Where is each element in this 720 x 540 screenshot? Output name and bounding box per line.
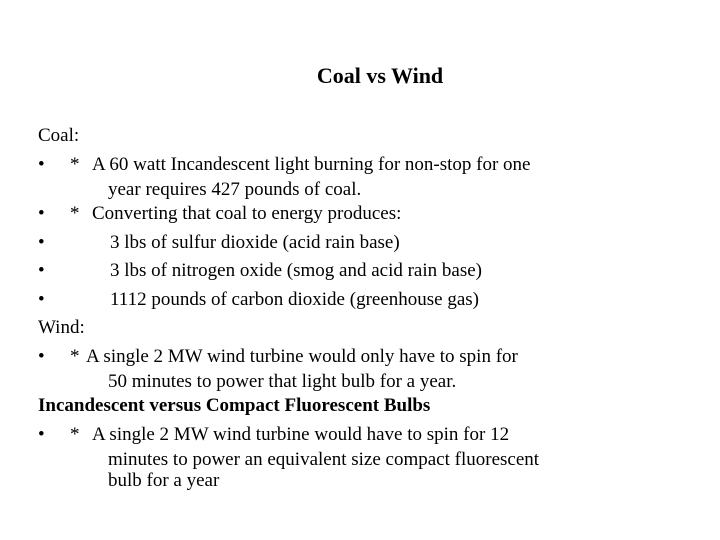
bulbs-item-continuation: minutes to power an equivalent size compact fluorescent [108,449,540,470]
coal-output-text: 3 lbs of sulfur dioxide (acid rain base) [110,231,400,253]
bullet-glyph: • [38,345,45,367]
asterisk-marker: * [70,423,80,445]
coal-output-text: 1112 pounds of carbon dioxide (greenhouse gas) [110,288,479,310]
bullet-glyph: • [38,288,45,310]
bullet-glyph: • [38,203,45,224]
asterisk-marker: * [70,153,80,175]
bullet-glyph: • [38,153,45,175]
coal-output-text: 3 lbs of nitrogen oxide (smog and acid rain base) [110,260,482,281]
wind-item-text: A single 2 MW wind turbine would only have to spin for [86,345,518,367]
list-item [38,151,698,201]
bullet-glyph: • [38,260,45,281]
wind-heading: Wind: [38,317,85,338]
bulbs-item-continuation: bulb for a year [108,470,220,491]
list-item [38,421,698,492]
bulbs-heading: Incandescent versus Compact Fluorescent Bulbs [38,395,431,416]
coal-heading: Coal: [38,125,80,146]
bullet-glyph: • [38,231,45,253]
asterisk-marker: * [70,203,80,224]
list-item [38,200,698,229]
wind-item-continuation: 50 minutes to power that light bulb for a year. [108,371,457,392]
slide-title: Coal vs Wind [316,63,444,88]
coal-item-text: Converting that coal to energy produces: [92,203,402,224]
coal-item-text: A 60 watt Incandescent light burning for non-stop for one [92,153,531,175]
coal-item-continuation: year requires 427 pounds of coal. [108,179,362,200]
bulbs-item-text: A single 2 MW wind turbine would have to spin for 12 [92,423,510,445]
list-item [38,257,698,286]
bullet-glyph: • [38,423,45,445]
asterisk-marker: * [70,345,80,367]
list-item [38,286,698,315]
slide-body [38,122,698,491]
list-item [38,343,698,393]
list-item [38,229,698,258]
